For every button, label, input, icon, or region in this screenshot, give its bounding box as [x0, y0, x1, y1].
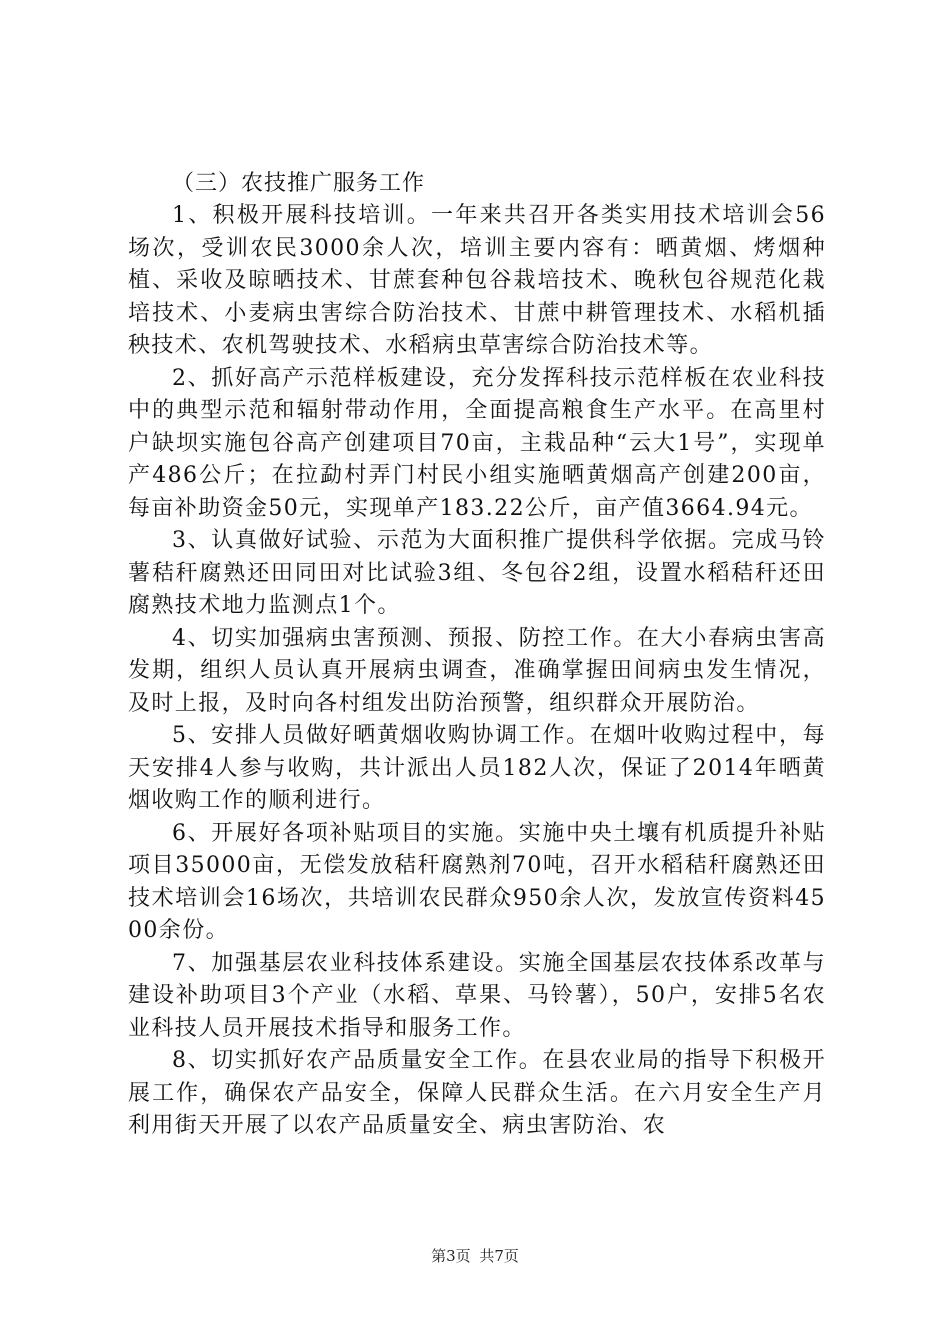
paragraph-2: 2、抓好高产示范样板建设，充分发挥科技示范样板在农业科技中的典型示范和辐射带动作用，全面提高粮食生产水平。在高里村户缺坝实施包谷高产创建项目70亩，主栽品种“云大1号”，实现单产486公斤；在拉勐村弄门村民小组实施晒黄烟高产创建200亩，每亩补助资金50元，实现单产183.22公斤，亩产值3664.94元。	[128, 365, 826, 521]
paragraph-8: 8、切实抓好农产品质量安全工作。在县农业局的指导下积极开展工作，确保农产品安全，保障人民群众生活。在六月安全生产月利用街天开展了以农产品质量安全、病虫害防治、农	[128, 1048, 826, 1138]
page-total: 共7页	[479, 1247, 519, 1265]
paragraph-6: 6、开展好各项补贴项目的实施。实施中央土壤有机质提升补贴项目35000亩，无偿发放秸秆腐熟剂70吨，召开水稻秸秆腐熟还田技术培训会16场次，共培训农民群众950余人次，发放宣传资料4500余份。	[128, 820, 826, 943]
paragraph-5: 5、安排人员做好晒黄烟收购协调工作。在烟叶收购过程中，每天安排4人参与收购，共计派出人员182人次，保证了2014年晒黄烟收购工作的顺利进行。	[128, 723, 826, 813]
document-body	[128, 168, 826, 1143]
section-heading: （三）农技推广服务工作	[172, 171, 426, 196]
paragraph-7: 7、加强基层农业科技体系建设。实施全国基层农技体系改革与建设补助项目3个产业（水稻、草果、马铃薯），50户，安排5名农业科技人员开展技术指导和服务工作。	[128, 950, 826, 1041]
paragraph-1: 1、积极开展科技培训。一年来共召开各类实用技术培训会56场次，受训农民3000余人次，培训主要内容有：晒黄烟、烤烟种植、采收及晾晒技术、甘蔗套种包谷栽培技术、晚秋包谷规范化栽培技术、小麦病虫害综合防治技术、甘蔗中耕管理技术、水稻机插秧技术、农机驾驶技术、水稻病虫草害综合防治技术等。	[128, 203, 826, 358]
page-number: 第3页	[431, 1247, 471, 1265]
paragraph-3: 3、认真做好试验、示范为大面积推广提供科学依据。完成马铃薯秸秆腐熟还田同田对比试验3组、冬包谷2组，设置水稻秸秆还田腐熟技术地力监测点1个。	[128, 528, 826, 618]
paragraph-4: 4、切实加强病虫害预测、预报、防控工作。在大小春病虫害高发期，组织人员认真开展病虫调查，准确掌握田间病虫发生情况，及时上报，及时向各村组发出防治预警，组织群众开展防治。	[128, 625, 826, 716]
page-footer	[0, 1246, 950, 1266]
